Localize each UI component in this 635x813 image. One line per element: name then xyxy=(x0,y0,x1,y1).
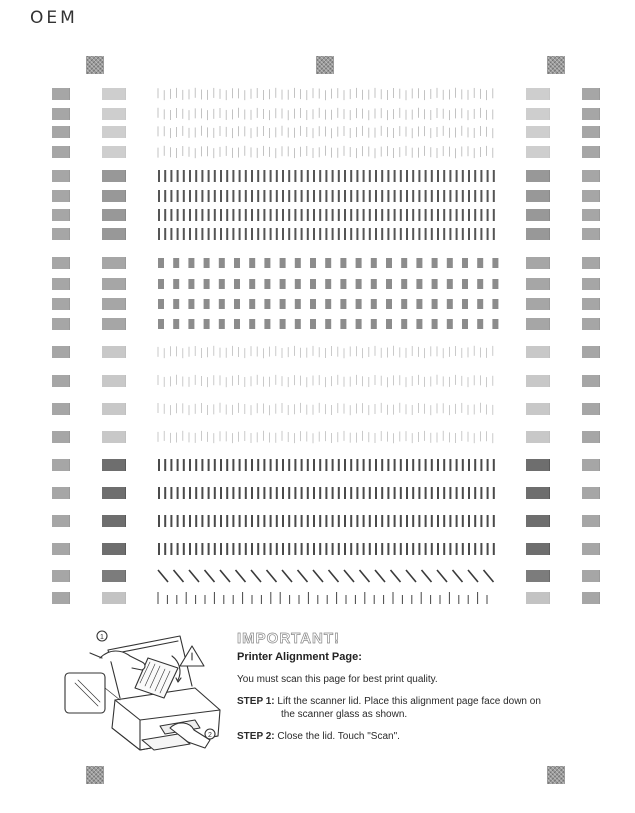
row-marker-right-inner xyxy=(526,431,550,443)
row-marker-left-outer xyxy=(52,228,70,240)
row-marker-left-outer xyxy=(52,108,70,120)
row-marker-right-inner xyxy=(526,375,550,387)
row-marker-left-outer xyxy=(52,298,70,310)
row-marker-left-outer xyxy=(52,146,70,158)
row-marker-left-inner xyxy=(102,126,126,138)
instructions-panel xyxy=(237,630,617,752)
row-marker-left-inner xyxy=(102,431,126,443)
row-marker-right-outer xyxy=(582,459,600,471)
row-marker-right-outer xyxy=(582,570,600,582)
row-marker-left-inner xyxy=(102,190,126,202)
row-marker-right-inner xyxy=(526,318,550,330)
row-marker-right-inner xyxy=(526,403,550,415)
row-marker-left-outer xyxy=(52,170,70,182)
row-marker-right-inner xyxy=(526,278,550,290)
row-marker-right-outer xyxy=(582,257,600,269)
row-marker-left-inner xyxy=(102,515,126,527)
row-marker-left-inner xyxy=(102,375,126,387)
callout-2-label: 2 xyxy=(208,732,212,739)
registration-marker-bottom-left xyxy=(86,766,104,784)
row-marker-right-outer xyxy=(582,146,600,158)
row-marker-right-outer xyxy=(582,298,600,310)
row-marker-right-outer xyxy=(582,126,600,138)
callout-1-label: 1 xyxy=(100,634,104,641)
row-marker-left-inner xyxy=(102,487,126,499)
page-heading: Printer Alignment Page: xyxy=(237,651,362,663)
row-marker-right-outer xyxy=(582,228,600,240)
step-2 xyxy=(237,730,617,743)
row-marker-left-inner xyxy=(102,88,126,100)
row-marker-left-outer xyxy=(52,375,70,387)
row-marker-right-outer xyxy=(582,431,600,443)
row-marker-left-outer xyxy=(52,592,70,604)
row-marker-right-inner xyxy=(526,146,550,158)
scanner-illustration xyxy=(60,628,230,753)
row-marker-right-inner xyxy=(526,543,550,555)
important-title: IMPORTANT! xyxy=(237,630,341,647)
row-marker-left-inner xyxy=(102,108,126,120)
row-marker-right-outer xyxy=(582,88,600,100)
row-marker-left-outer xyxy=(52,257,70,269)
row-marker-right-inner xyxy=(526,257,550,269)
row-marker-right-outer xyxy=(582,278,600,290)
row-marker-left-outer xyxy=(52,570,70,582)
scan-note: You must scan this page for best print quality. xyxy=(237,674,438,685)
step-1-text-line2: the scanner glass as shown. xyxy=(281,709,408,720)
row-marker-left-outer xyxy=(52,515,70,527)
row-marker-left-outer xyxy=(52,126,70,138)
row-marker-right-outer xyxy=(582,487,600,499)
row-marker-left-inner xyxy=(102,403,126,415)
row-marker-right-inner xyxy=(526,515,550,527)
row-marker-left-inner xyxy=(102,592,126,604)
row-marker-right-inner xyxy=(526,108,550,120)
row-marker-right-inner xyxy=(526,346,550,358)
row-marker-right-inner xyxy=(526,228,550,240)
row-marker-right-outer xyxy=(582,346,600,358)
row-marker-left-outer xyxy=(52,403,70,415)
row-marker-left-outer xyxy=(52,346,70,358)
row-marker-right-inner xyxy=(526,298,550,310)
row-marker-right-outer xyxy=(582,190,600,202)
row-marker-right-outer xyxy=(582,403,600,415)
step-1-text-line1: Lift the scanner lid. Place this alignment page face down on xyxy=(277,696,541,707)
step-1 xyxy=(237,695,617,721)
row-marker-right-inner xyxy=(526,459,550,471)
row-marker-right-inner xyxy=(526,592,550,604)
row-marker-right-outer xyxy=(582,108,600,120)
row-marker-left-inner xyxy=(102,459,126,471)
registration-marker-bottom-right xyxy=(547,766,565,784)
row-marker-right-inner xyxy=(526,209,550,221)
row-marker-right-inner xyxy=(526,126,550,138)
row-marker-left-inner xyxy=(102,298,126,310)
row-marker-left-inner xyxy=(102,318,126,330)
row-marker-right-inner xyxy=(526,487,550,499)
row-marker-left-inner xyxy=(102,570,126,582)
row-marker-left-outer xyxy=(52,318,70,330)
row-marker-right-outer xyxy=(582,318,600,330)
row-marker-right-inner xyxy=(526,570,550,582)
row-marker-right-outer xyxy=(582,375,600,387)
row-marker-left-inner xyxy=(102,170,126,182)
row-marker-left-inner xyxy=(102,209,126,221)
row-marker-left-inner xyxy=(102,146,126,158)
row-marker-right-outer xyxy=(582,543,600,555)
row-marker-left-outer xyxy=(52,459,70,471)
row-marker-right-inner xyxy=(526,190,550,202)
row-marker-left-outer xyxy=(52,431,70,443)
step-2-text-line1: Close the lid. Touch "Scan". xyxy=(277,731,400,742)
step-2-label: STEP 2: xyxy=(237,731,275,742)
row-marker-left-outer xyxy=(52,209,70,221)
row-marker-left-inner xyxy=(102,346,126,358)
row-marker-left-outer xyxy=(52,487,70,499)
row-marker-right-outer xyxy=(582,170,600,182)
row-marker-right-outer xyxy=(582,209,600,221)
row-marker-left-inner xyxy=(102,278,126,290)
row-marker-left-inner xyxy=(102,228,126,240)
row-marker-left-outer xyxy=(52,278,70,290)
row-marker-left-outer xyxy=(52,543,70,555)
row-marker-left-outer xyxy=(52,88,70,100)
row-marker-left-outer xyxy=(52,190,70,202)
handwritten-note: OEM xyxy=(30,8,78,28)
row-marker-left-inner xyxy=(102,543,126,555)
row-marker-right-outer xyxy=(582,592,600,604)
row-marker-right-outer xyxy=(582,515,600,527)
step-1-label: STEP 1: xyxy=(237,696,275,707)
row-marker-right-inner xyxy=(526,88,550,100)
row-marker-right-inner xyxy=(526,170,550,182)
row-marker-left-inner xyxy=(102,257,126,269)
